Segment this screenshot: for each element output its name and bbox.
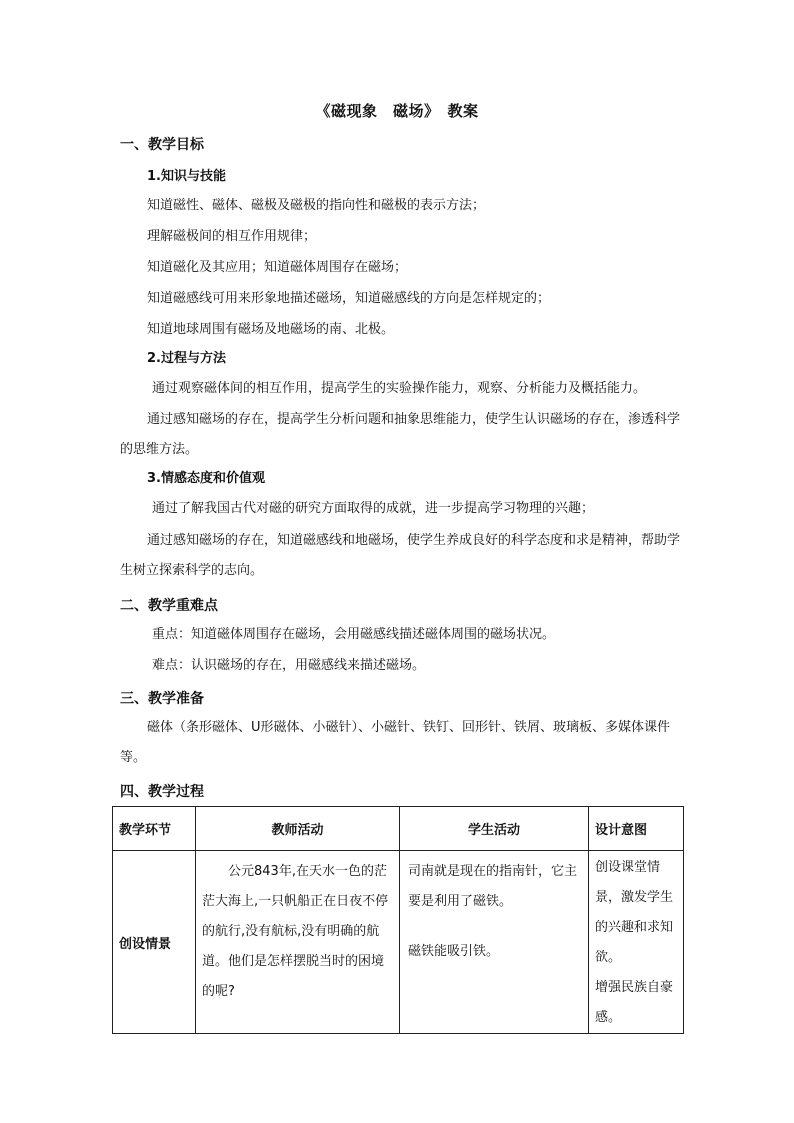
subheading-knowledge: 1.知识与技能	[147, 169, 226, 184]
design-intent-text: 创设课堂情景，激发学生的兴趣和求知欲。	[595, 860, 674, 965]
document-title: 《磁现象 磁场》 教案	[315, 102, 479, 120]
difficult-point: 难点：认识磁场的存在，用磁感线来描述磁场。	[152, 658, 426, 673]
attitude-paragraph: 通过了解我国古代对磁的研究方面取得的成就，进一步提高学习物理的兴趣；	[152, 501, 595, 516]
stage-cell: 创设情景	[113, 851, 196, 1034]
attitude-paragraph: 通过感知磁场的存在，知道磁感线和地磁场，使学生养成良好的科学态度和求是精神，帮助学生树立探索科学的志向。	[120, 533, 681, 578]
column-header: 教学环节	[113, 807, 196, 851]
objective-item: 知道磁化及其应用；知道磁体周围存在磁场；	[147, 260, 408, 275]
design-intent-text: 增强民族自豪感。	[595, 980, 674, 1025]
subheading-process: 2.过程与方法	[147, 351, 226, 366]
design-intent-cell	[589, 851, 684, 1034]
process-paragraph: 通过感知磁场的存在，提高学生分析问题和抽象思维能力，使学生认识磁场的存在，渗透科学的思维方法。	[120, 412, 681, 457]
column-header: 设计意图	[589, 807, 684, 851]
objective-item: 知道磁感线可用来形象地描述磁场，知道磁感线的方向是怎样规定的；	[147, 291, 551, 306]
column-header: 教师活动	[196, 807, 400, 851]
key-point: 重点：知道磁体周围存在磁场，会用磁感线描述磁体周围的磁场状况。	[152, 627, 556, 642]
subheading-attitude: 3.情感态度和价值观	[147, 471, 265, 486]
teacher-activity-cell	[196, 851, 400, 1034]
objective-item: 知道地球周围有磁场及地磁场的南、北极。	[147, 322, 395, 337]
objective-item: 理解磁极间的相互作用规律；	[147, 229, 317, 244]
process-paragraph: 通过观察磁体间的相互作用，提高学生的实验操作能力，观察、分析能力及概括能力。	[152, 381, 647, 396]
section-heading-process: 四、教学过程	[120, 784, 204, 800]
section-heading-objectives: 一、教学目标	[120, 137, 204, 153]
table-header-row	[113, 807, 684, 851]
objective-item: 知道磁性、磁体、磁极及磁极的指向性和磁极的表示方法；	[147, 198, 486, 213]
teaching-process-table	[112, 806, 684, 1034]
student-activity-text: 司南就是现在的指南针，它主要是利用了磁铁。	[408, 864, 578, 909]
preparation-text: 磁体（条形磁体、U形磁体、小磁针）、小磁针、铁钉、回形针、铁屑、玻璃板、多媒体课件等。	[120, 720, 671, 765]
section-heading-keypoints: 二、教学重难点	[120, 598, 218, 614]
column-header: 学生活动	[400, 807, 589, 851]
student-activity-text: 磁铁能吸引铁。	[408, 944, 500, 959]
section-heading-preparation: 三、教学准备	[120, 691, 204, 707]
teacher-activity-text: 公元843年,在天水一色的茫茫大海上,一只帆船正在日夜不停的航行,没有航标,没有明确的航道。他们是怎样摆脱当时的困境的呢?	[202, 864, 389, 999]
student-activity-cell	[400, 851, 589, 1034]
table-row	[113, 851, 684, 1034]
